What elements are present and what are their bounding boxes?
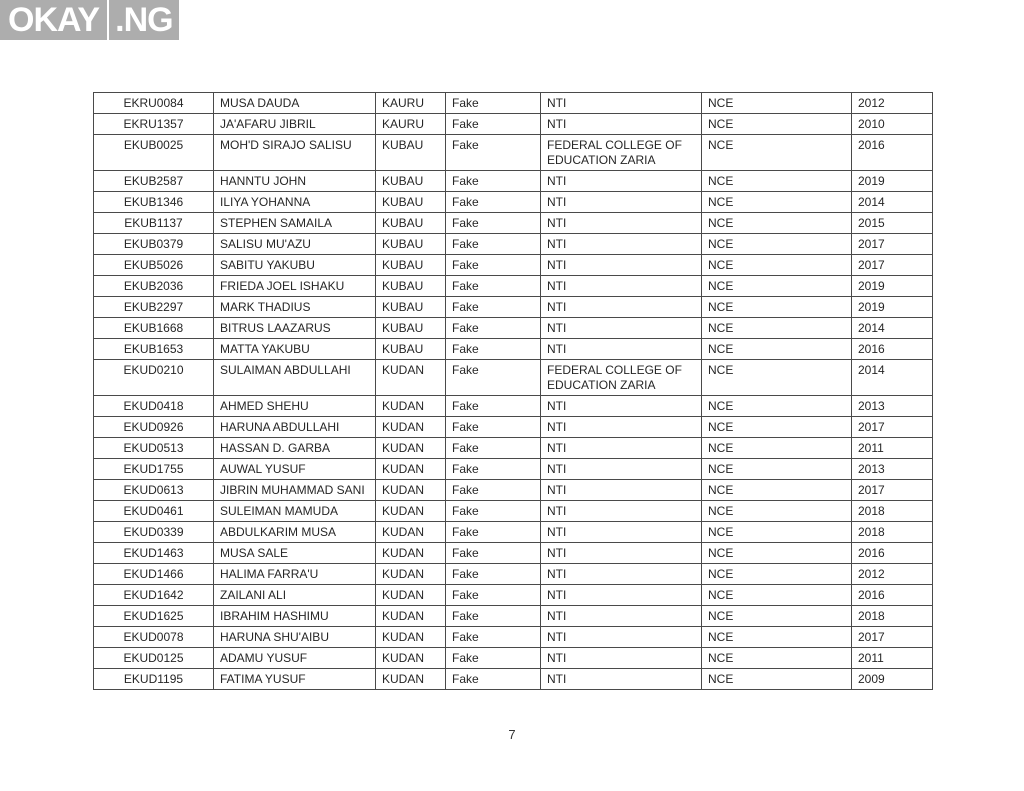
cell-status: Fake <box>446 648 541 669</box>
table-row <box>94 396 933 417</box>
cell-institution: NTI <box>541 648 702 669</box>
cell-name: HALIMA FARRA'U <box>214 564 376 585</box>
table-row <box>94 522 933 543</box>
cell-status: Fake <box>446 669 541 690</box>
cell-id: EKUB2036 <box>94 276 214 297</box>
table-row <box>94 606 933 627</box>
cell-year: 2011 <box>852 648 933 669</box>
cell-name: ABDULKARIM MUSA <box>214 522 376 543</box>
cell-name: STEPHEN SAMAILA <box>214 213 376 234</box>
cell-lga: KUDAN <box>376 459 446 480</box>
cell-status: Fake <box>446 480 541 501</box>
cell-id: EKUD1642 <box>94 585 214 606</box>
cell-institution: NTI <box>541 234 702 255</box>
cell-name: HASSAN D. GARBA <box>214 438 376 459</box>
cell-institution: NTI <box>541 171 702 192</box>
table-row <box>94 585 933 606</box>
cell-name: JA'AFARU JIBRIL <box>214 114 376 135</box>
cell-id: EKUD0613 <box>94 480 214 501</box>
cell-institution: NTI <box>541 114 702 135</box>
cell-qualification: NCE <box>702 480 852 501</box>
cell-lga: KUDAN <box>376 360 446 396</box>
cell-id: EKUB5026 <box>94 255 214 276</box>
table-row <box>94 648 933 669</box>
cell-institution: NTI <box>541 543 702 564</box>
cell-id: EKUB1668 <box>94 318 214 339</box>
cell-qualification: NCE <box>702 648 852 669</box>
cell-year: 2012 <box>852 93 933 114</box>
cell-institution: NTI <box>541 192 702 213</box>
cell-status: Fake <box>446 171 541 192</box>
cell-qualification: NCE <box>702 501 852 522</box>
cell-status: Fake <box>446 438 541 459</box>
cell-status: Fake <box>446 396 541 417</box>
table-row <box>94 501 933 522</box>
cell-status: Fake <box>446 417 541 438</box>
cell-institution: NTI <box>541 606 702 627</box>
cell-qualification: NCE <box>702 360 852 396</box>
cell-institution: NTI <box>541 522 702 543</box>
cell-qualification: NCE <box>702 417 852 438</box>
cell-lga: KUDAN <box>376 585 446 606</box>
cell-institution: NTI <box>541 276 702 297</box>
table-row <box>94 339 933 360</box>
cell-status: Fake <box>446 501 541 522</box>
cell-institution: NTI <box>541 669 702 690</box>
cell-id: EKUD1195 <box>94 669 214 690</box>
cell-qualification: NCE <box>702 135 852 171</box>
cell-name: MUSA SALE <box>214 543 376 564</box>
cell-status: Fake <box>446 564 541 585</box>
cell-year: 2011 <box>852 438 933 459</box>
cell-year: 2017 <box>852 480 933 501</box>
cell-lga: KAURU <box>376 114 446 135</box>
cell-qualification: NCE <box>702 564 852 585</box>
cell-lga: KUBAU <box>376 276 446 297</box>
cell-status: Fake <box>446 459 541 480</box>
cell-qualification: NCE <box>702 396 852 417</box>
cell-name: ADAMU YUSUF <box>214 648 376 669</box>
cell-id: EKUD0210 <box>94 360 214 396</box>
cell-qualification: NCE <box>702 93 852 114</box>
cell-id: EKUD0513 <box>94 438 214 459</box>
cell-lga: KUBAU <box>376 297 446 318</box>
cell-status: Fake <box>446 93 541 114</box>
cell-name: MARK THADIUS <box>214 297 376 318</box>
table-row <box>94 627 933 648</box>
table-row <box>94 171 933 192</box>
cell-id: EKUD1466 <box>94 564 214 585</box>
cell-lga: KUBAU <box>376 234 446 255</box>
cell-name: ILIYA YOHANNA <box>214 192 376 213</box>
table-row <box>94 318 933 339</box>
table-row <box>94 234 933 255</box>
cell-lga: KUDAN <box>376 564 446 585</box>
table-row <box>94 564 933 585</box>
cell-status: Fake <box>446 360 541 396</box>
cell-institution: FEDERAL COLLEGE OF EDUCATION ZARIA <box>541 135 702 171</box>
cell-lga: KUBAU <box>376 339 446 360</box>
cell-lga: KUBAU <box>376 318 446 339</box>
cell-id: EKUD0461 <box>94 501 214 522</box>
cell-year: 2018 <box>852 522 933 543</box>
cell-status: Fake <box>446 192 541 213</box>
cell-lga: KUBAU <box>376 192 446 213</box>
cell-name: FATIMA YUSUF <box>214 669 376 690</box>
cell-qualification: NCE <box>702 543 852 564</box>
cell-lga: KUDAN <box>376 522 446 543</box>
cell-id: EKUD1755 <box>94 459 214 480</box>
cell-id: EKUD0339 <box>94 522 214 543</box>
cell-year: 2016 <box>852 585 933 606</box>
cell-institution: NTI <box>541 459 702 480</box>
table-row <box>94 213 933 234</box>
cell-year: 2017 <box>852 234 933 255</box>
cell-name: BITRUS LAAZARUS <box>214 318 376 339</box>
cell-id: EKUD0926 <box>94 417 214 438</box>
cell-qualification: NCE <box>702 627 852 648</box>
cell-year: 2018 <box>852 606 933 627</box>
cell-year: 2016 <box>852 543 933 564</box>
cell-lga: KUDAN <box>376 396 446 417</box>
cell-status: Fake <box>446 585 541 606</box>
cell-qualification: NCE <box>702 114 852 135</box>
cell-name: SABITU YAKUBU <box>214 255 376 276</box>
cell-name: HANNTU JOHN <box>214 171 376 192</box>
cell-id: EKUB0379 <box>94 234 214 255</box>
cell-year: 2016 <box>852 339 933 360</box>
cell-id: EKUD1625 <box>94 606 214 627</box>
cell-id: EKUB0025 <box>94 135 214 171</box>
cell-institution: NTI <box>541 417 702 438</box>
cell-id: EKUB1653 <box>94 339 214 360</box>
cell-lga: KUBAU <box>376 255 446 276</box>
logo-text-okay: OKAY <box>0 0 107 40</box>
cell-status: Fake <box>446 522 541 543</box>
cell-qualification: NCE <box>702 234 852 255</box>
cell-id: EKUD1463 <box>94 543 214 564</box>
cell-name: IBRAHIM HASHIMU <box>214 606 376 627</box>
cell-qualification: NCE <box>702 459 852 480</box>
cell-year: 2019 <box>852 171 933 192</box>
cell-lga: KUDAN <box>376 480 446 501</box>
cell-lga: KUDAN <box>376 417 446 438</box>
cell-year: 2014 <box>852 318 933 339</box>
table-row <box>94 438 933 459</box>
table-row <box>94 417 933 438</box>
cell-qualification: NCE <box>702 297 852 318</box>
cell-institution: NTI <box>541 396 702 417</box>
cell-institution: NTI <box>541 501 702 522</box>
cell-status: Fake <box>446 543 541 564</box>
cell-status: Fake <box>446 297 541 318</box>
cell-id: EKUD0125 <box>94 648 214 669</box>
cell-status: Fake <box>446 276 541 297</box>
table-row <box>94 135 933 171</box>
cell-name: AHMED SHEHU <box>214 396 376 417</box>
table-body <box>94 93 933 690</box>
cell-lga: KUDAN <box>376 606 446 627</box>
cell-year: 2012 <box>852 564 933 585</box>
table-row <box>94 192 933 213</box>
table-row <box>94 669 933 690</box>
cell-status: Fake <box>446 606 541 627</box>
cell-status: Fake <box>446 114 541 135</box>
cell-id: EKUD0418 <box>94 396 214 417</box>
table-row <box>94 276 933 297</box>
table-row <box>94 114 933 135</box>
cell-year: 2015 <box>852 213 933 234</box>
cell-institution: NTI <box>541 255 702 276</box>
table-row <box>94 297 933 318</box>
cell-id: EKUB2297 <box>94 297 214 318</box>
cell-institution: NTI <box>541 438 702 459</box>
cell-year: 2010 <box>852 114 933 135</box>
cell-qualification: NCE <box>702 213 852 234</box>
cell-lga: KUDAN <box>376 438 446 459</box>
cell-year: 2014 <box>852 360 933 396</box>
cell-year: 2019 <box>852 297 933 318</box>
okay-ng-logo <box>0 0 179 40</box>
cell-status: Fake <box>446 213 541 234</box>
cell-name: HARUNA ABDULLAHI <box>214 417 376 438</box>
cell-year: 2014 <box>852 192 933 213</box>
table-row <box>94 543 933 564</box>
cell-institution: NTI <box>541 339 702 360</box>
cell-year: 2017 <box>852 255 933 276</box>
cell-year: 2017 <box>852 627 933 648</box>
logo-text-ng: .NG <box>109 0 178 40</box>
cell-id: EKUB1137 <box>94 213 214 234</box>
cell-name: MOH'D SIRAJO SALISU <box>214 135 376 171</box>
cell-lga: KUDAN <box>376 543 446 564</box>
fake-certificates-table <box>93 92 933 690</box>
cell-name: JIBRIN MUHAMMAD SANI <box>214 480 376 501</box>
cell-qualification: NCE <box>702 255 852 276</box>
cell-status: Fake <box>446 339 541 360</box>
cell-lga: KUBAU <box>376 135 446 171</box>
cell-institution: NTI <box>541 480 702 501</box>
cell-institution: NTI <box>541 585 702 606</box>
cell-status: Fake <box>446 255 541 276</box>
table-row <box>94 255 933 276</box>
cell-lga: KAURU <box>376 93 446 114</box>
cell-institution: NTI <box>541 564 702 585</box>
cell-qualification: NCE <box>702 438 852 459</box>
table-row <box>94 360 933 396</box>
cell-name: MUSA DAUDA <box>214 93 376 114</box>
cell-name: MATTA YAKUBU <box>214 339 376 360</box>
cell-name: ZAILANI ALI <box>214 585 376 606</box>
cell-qualification: NCE <box>702 585 852 606</box>
cell-name: SULAIMAN ABDULLAHI <box>214 360 376 396</box>
cell-name: SULEIMAN MAMUDA <box>214 501 376 522</box>
cell-year: 2009 <box>852 669 933 690</box>
cell-lga: KUDAN <box>376 501 446 522</box>
cell-year: 2013 <box>852 459 933 480</box>
cell-institution: NTI <box>541 297 702 318</box>
cell-lga: KUDAN <box>376 627 446 648</box>
cell-institution: NTI <box>541 627 702 648</box>
cell-id: EKRU1357 <box>94 114 214 135</box>
cell-lga: KUBAU <box>376 171 446 192</box>
cell-status: Fake <box>446 627 541 648</box>
table-row <box>94 93 933 114</box>
cell-qualification: NCE <box>702 276 852 297</box>
cell-qualification: NCE <box>702 669 852 690</box>
cell-name: AUWAL YUSUF <box>214 459 376 480</box>
cell-qualification: NCE <box>702 192 852 213</box>
cell-year: 2019 <box>852 276 933 297</box>
cell-qualification: NCE <box>702 606 852 627</box>
cell-institution: FEDERAL COLLEGE OF EDUCATION ZARIA <box>541 360 702 396</box>
cell-id: EKUB2587 <box>94 171 214 192</box>
table-row <box>94 459 933 480</box>
cell-status: Fake <box>446 135 541 171</box>
cell-institution: NTI <box>541 318 702 339</box>
cell-qualification: NCE <box>702 318 852 339</box>
cell-name: HARUNA SHU'AIBU <box>214 627 376 648</box>
cell-qualification: NCE <box>702 522 852 543</box>
cell-qualification: NCE <box>702 171 852 192</box>
cell-lga: KUDAN <box>376 648 446 669</box>
cell-status: Fake <box>446 318 541 339</box>
cell-qualification: NCE <box>702 339 852 360</box>
cell-year: 2013 <box>852 396 933 417</box>
cell-id: EKUD0078 <box>94 627 214 648</box>
cell-id: EKRU0084 <box>94 93 214 114</box>
cell-lga: KUDAN <box>376 669 446 690</box>
cell-name: SALISU MU'AZU <box>214 234 376 255</box>
table-row <box>94 480 933 501</box>
cell-institution: NTI <box>541 213 702 234</box>
cell-year: 2016 <box>852 135 933 171</box>
cell-name: FRIEDA JOEL ISHAKU <box>214 276 376 297</box>
cell-lga: KUBAU <box>376 213 446 234</box>
cell-status: Fake <box>446 234 541 255</box>
cell-institution: NTI <box>541 93 702 114</box>
page-number: 7 <box>508 727 516 742</box>
cell-year: 2017 <box>852 417 933 438</box>
cell-year: 2018 <box>852 501 933 522</box>
cell-id: EKUB1346 <box>94 192 214 213</box>
